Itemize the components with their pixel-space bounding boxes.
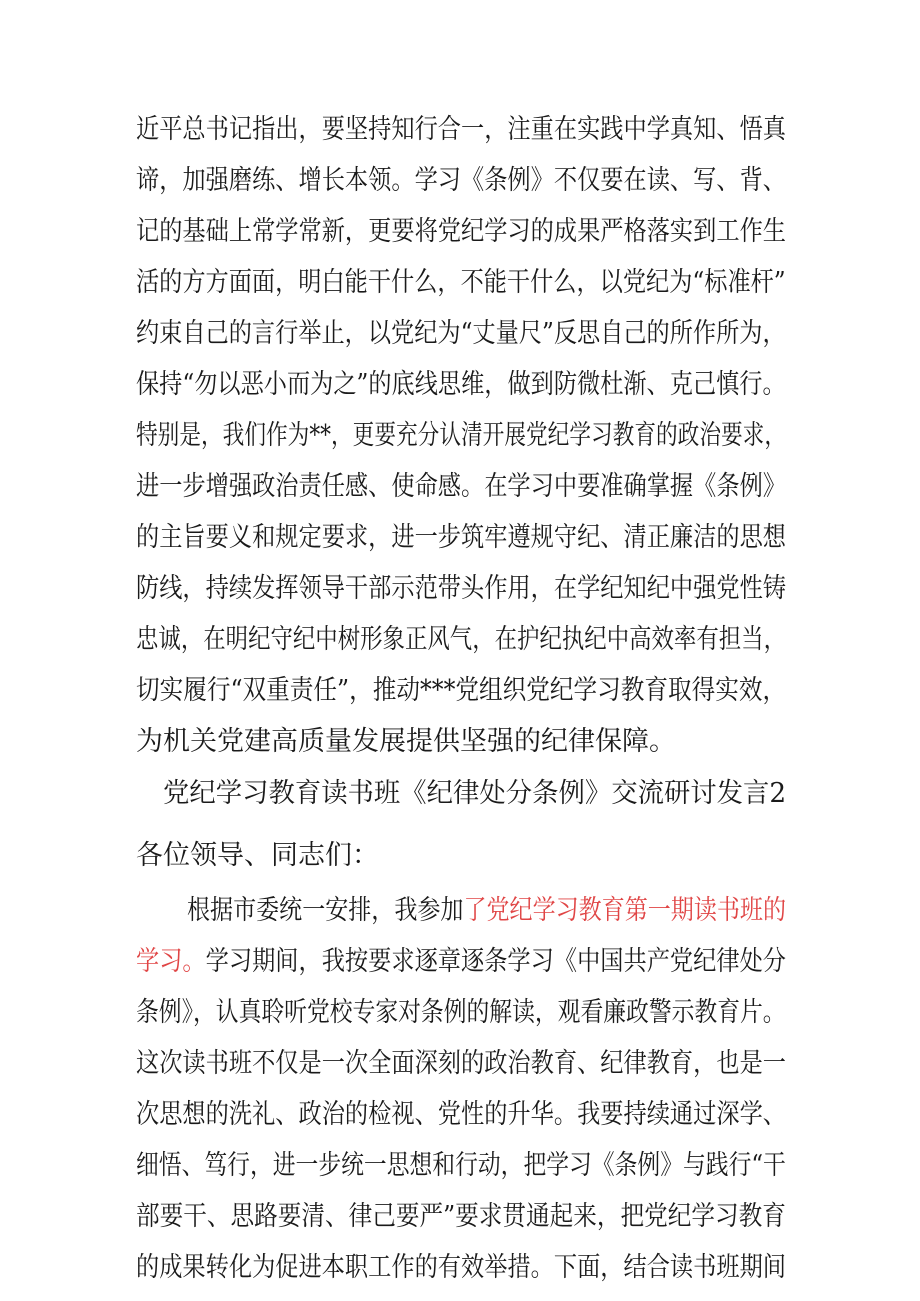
body-line-12: 切实履行“双重责任”，推动***党组织党纪学习教育取得实效， — [136, 675, 787, 706]
para2-line-7: 部要干、思路要清、律己要严”要求贯通起来，把党纪学习教育 — [136, 1201, 786, 1232]
body-line-13: 为机关党建高质量发展提供坚强的纪律保障。 — [136, 726, 676, 757]
para2-line-8: 的成果转化为促进本职工作的有效举措。下面，结合读书班期间 — [136, 1252, 786, 1283]
body-line-11: 忠诚，在明纪守纪中树形象正风气，在护纪执纪中高效率有担当， — [136, 624, 786, 655]
para2-line-1-plain: 根据市委统一安排，我参加 — [187, 895, 464, 926]
para2-line-4: 这次读书班不仅是一次全面深刻的政治教育、纪律教育，也是一 — [136, 1048, 786, 1079]
body-line-6: 保持“勿以恶小而为之”的底线思维，做到防微杜渐、克己慎行。 — [136, 369, 786, 400]
body-line-8: 进一步增强政治责任感、使命感。在学习中要准确掌握《条例》 — [136, 471, 786, 502]
para2-line-1-highlight: 了党纪学习教育第一期读书班的 — [463, 895, 786, 926]
salutation: 各位领导、同志们： — [136, 840, 379, 871]
para2-line-2 — [136, 948, 786, 975]
body-line-3: 记的基础上常学常新，更要将党纪学习的成果严格落实到工作生 — [136, 216, 786, 247]
body-line-2: 谛，加强磨练、增长本领。学习《条例》不仅要在读、写、背、 — [136, 165, 786, 196]
para2-line-2-plain: 学习期间，我按要求逐章逐条学习《中国共产党纪律处分 — [205, 946, 787, 977]
section-title: 党纪学习教育读书班《纪律处分条例》交流研讨发言2 — [163, 778, 787, 809]
para2-line-3: 条例》，认真聆听党校专家对条例的解读，观看廉政警示教育片。 — [136, 997, 786, 1028]
body-line-9: 的主旨要义和规定要求，进一步筑牢遵规守纪、清正廉洁的思想 — [136, 522, 786, 553]
body-line-7: 特别是，我们作为**，更要充分认清开展党纪学习教育的政治要求， — [136, 420, 786, 451]
body-line-10: 防线，持续发挥领导干部示范带头作用，在学纪知纪中强党性铸 — [136, 573, 786, 604]
body-line-4: 活的方方面面，明白能干什么，不能干什么，以党纪为“标准杆” — [136, 267, 786, 298]
para2-line-5: 次思想的洗礼、政治的检视、党性的升华。我要持续通过深学、 — [136, 1099, 786, 1130]
body-line-5: 约束自己的言行举止，以党纪为“丈量尺”反思自己的所作所为， — [136, 318, 786, 349]
para2-line-2-highlight: 学习。 — [136, 946, 206, 977]
body-line-1: 近平总书记指出，要坚持知行合一，注重在实践中学真知、悟真 — [136, 114, 786, 145]
para2-line-1 — [187, 897, 786, 924]
para2-line-6: 细悟、笃行，进一步统一思想和行动，把学习《条例》与践行“干 — [136, 1150, 786, 1181]
